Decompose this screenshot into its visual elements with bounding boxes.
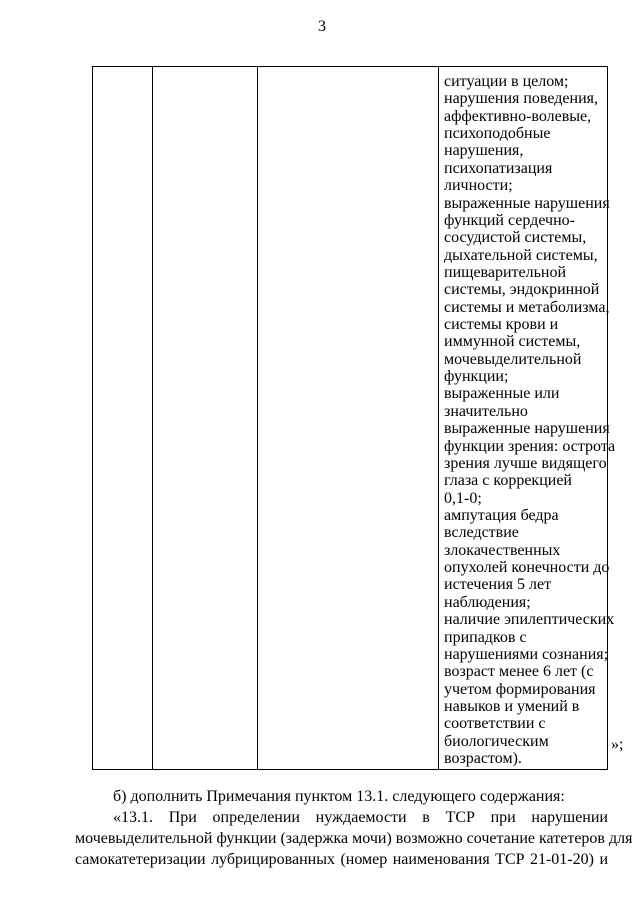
table-cell-line: наблюдения; [444,593,531,611]
table-cell-line: злокачественных [444,541,561,559]
table-cell-line: системы, эндокринной [444,281,600,299]
document-table [92,66,616,770]
table-cell-empty-2 [153,67,258,769]
page-number: 3 [318,18,326,35]
paragraph-b: б) дополнить Примечания пунктом 13.1. следующего содержания: [113,788,565,805]
table-cell-line: ситуации в целом; [444,73,569,90]
table-cell-line: аффективно-волевые, [444,107,592,125]
table-cell-line: функций сердечно- [444,211,575,229]
table-cell-line: дыхательной системы, [444,246,598,264]
table-cell-line: функции; [444,368,509,386]
table-cell-text [439,67,616,769]
table-cell-empty-3 [258,67,439,769]
table-cell-line: истечения 5 лет [444,576,552,594]
table-cell-line: психопатизация [444,159,553,177]
table-cell-line: зрения лучше видящего [444,454,607,472]
table-cell-line: функции зрения: острота [444,437,616,455]
table-cell-line: нарушения, [444,142,524,160]
table-cell-line: значительно [444,402,528,420]
table-cell-line: наличие эпилептических [444,611,615,629]
table-cell-line: навыков и умений в [444,697,580,715]
closing-quote-mark: »; [611,736,624,753]
table-cell-line: учетом формирования [444,680,596,698]
table-cell-line: мочевыделительной [444,350,582,368]
table-cell-line: ампутация бедра [444,506,559,524]
table-cell-line: психоподобные [444,125,551,143]
table-cell-line: глаза с коррекцией [444,472,572,490]
table-cell-line: сосудистой системы, [444,229,587,247]
table-cell-line: выраженные или [444,385,560,403]
table-cell-line: системы и метаболизма, [444,298,610,316]
item-13-1-line: самокатетеризации лубрицированных (номер наименования ТСР 21-01-20) и [75,851,608,868]
table-cell-line: вследствие [444,524,519,542]
table-cell-line: системы крови и [444,316,559,334]
table-cell-line: припадков с [444,628,527,646]
table-cell-line: 0,1-0; [444,489,482,507]
table-cell-line: выраженные нарушения [444,420,610,438]
item-13-1-line: «13.1. При определении нуждаемости в ТСР при нарушении [113,809,608,826]
table-cell-line: нарушения поведения, [444,90,598,108]
table-cell-line: возраст менее 6 лет (с [444,663,594,681]
table-cell-line: иммунной системы, [444,333,581,351]
table-cell-line: соответствии с [444,715,546,733]
table-cell-line: биологическим [444,732,549,750]
table-cell-line: возрастом). [444,750,522,768]
table-cell-line: нарушениями сознания; [444,645,609,663]
table-cell-line: опухолей конечности до [444,559,610,577]
table-cell-empty-1 [93,67,153,769]
item-13-1-line: мочевыделительной функции (задержка мочи) возможно сочетание катетеров для [75,830,633,847]
table-cell-line: выраженные нарушения [444,194,610,212]
table-cell-line: пищеварительной [444,263,567,281]
table-cell-line: личности; [444,177,513,195]
